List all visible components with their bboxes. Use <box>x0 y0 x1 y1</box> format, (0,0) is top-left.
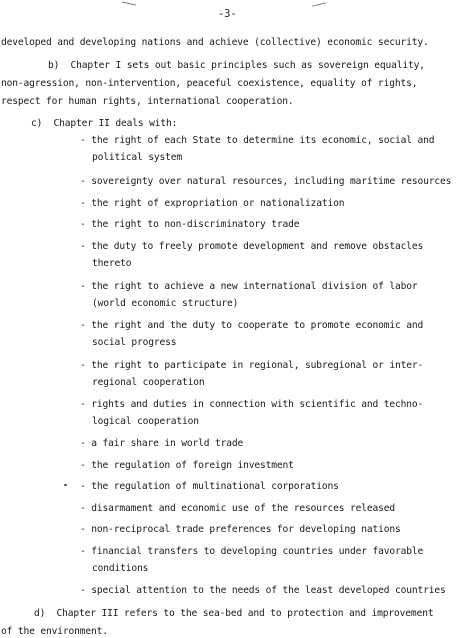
list-item-line: - the right of each State to determine its economic, social and <box>80 135 435 146</box>
section-d-line-2: of the environment. <box>1 626 108 637</box>
list-item-line: - a fair share in world trade <box>80 438 244 449</box>
section-c-heading: c) Chapter II deals with: <box>31 118 178 129</box>
list-item-line: - sovereignty over natural resources, including maritime resources <box>80 176 452 187</box>
list-item-continuation: social progress <box>92 337 177 348</box>
list-item-line: - special attention to the needs of the least developed countries <box>80 585 446 596</box>
list-item-line: - the duty to freely promote development and remove obstacles <box>80 241 424 252</box>
list-item-line: - financial transfers to developing countries under favorable <box>80 546 424 557</box>
list-item-continuation: thereto <box>92 258 132 269</box>
intro-line: developed and developing nations and achieve (collective) economic security. <box>1 37 429 48</box>
list-item-line: - the right to non-discriminatory trade <box>80 219 300 230</box>
list-item-line: - the regulation of foreign investment <box>80 460 294 471</box>
list-item-line: - the regulation of multinational corporations <box>80 481 339 492</box>
scan-speck <box>64 484 67 486</box>
list-item-line: - the right and the duty to cooperate to promote economic and <box>80 320 424 331</box>
list-item-continuation: regional cooperation <box>92 377 205 388</box>
list-item-continuation: logical cooperation <box>92 416 199 427</box>
list-item-line: - rights and duties in connection with scientific and techno- <box>80 399 424 410</box>
section-b-line-2: non-agression, non-intervention, peaceful coexistence, equality of rights, <box>1 78 418 89</box>
list-item-continuation: conditions <box>92 563 149 574</box>
list-item-line: - the right to achieve a new international division of labor <box>80 281 418 292</box>
scan-mark-right <box>312 2 326 6</box>
section-b-line-3: respect for human rights, international cooperation. <box>1 96 294 107</box>
list-item-line: - non-reciprocal trade preferences for developing nations <box>80 524 401 535</box>
list-item-line: - the right to participate in regional, subregional or inter- <box>80 360 424 371</box>
page-number: -3- <box>218 8 237 20</box>
list-item-line: - the right of expropriation or nationalization <box>80 198 345 209</box>
section-d-line-1: d) Chapter III refers to the sea-bed and to protection and improvement <box>34 608 434 619</box>
section-b-line-1: b) Chapter I sets out basic principles such as sovereign equality, <box>48 60 425 71</box>
list-item-continuation: (world economic structure) <box>92 298 239 309</box>
list-item-line: - disarmament and economic use of the resources released <box>80 503 396 514</box>
list-item-continuation: political system <box>92 152 183 163</box>
scan-mark-left <box>122 2 136 6</box>
